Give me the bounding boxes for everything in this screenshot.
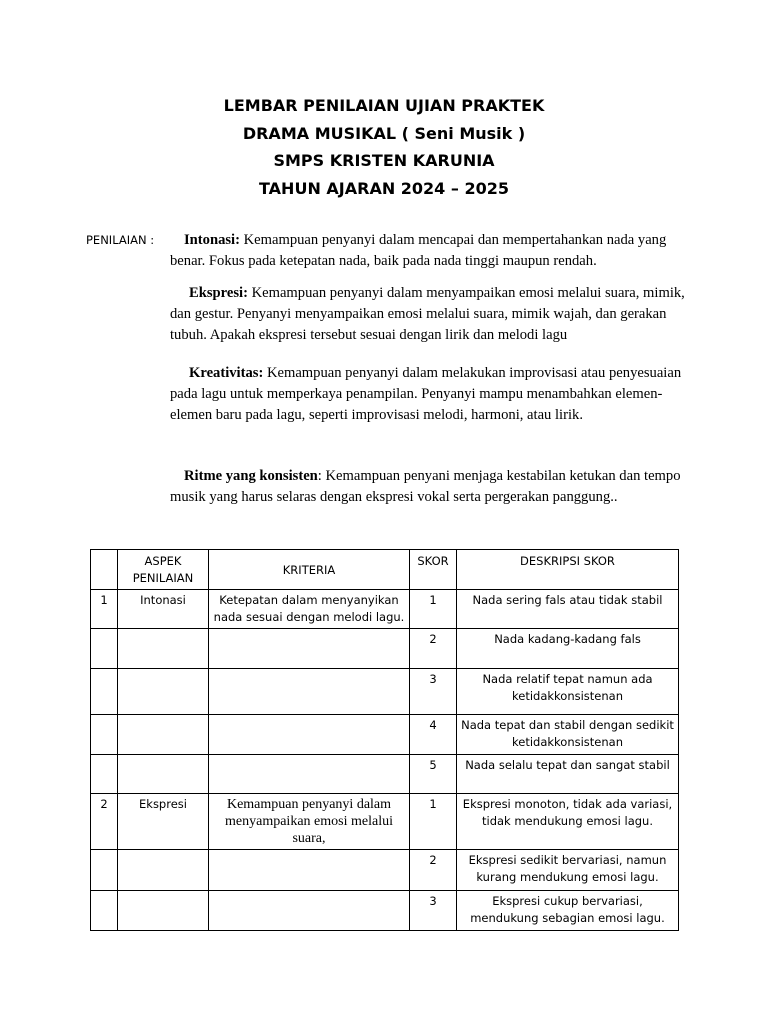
cell-kriteria [209, 629, 410, 669]
cell-kriteria: Kemampuan penyanyi dalam menyampaikan emosi melalui suara, [209, 794, 410, 850]
cell-skor: 4 [410, 715, 457, 755]
criterion-term: Ekspresi: [189, 285, 248, 301]
cell-skor: 5 [410, 755, 457, 794]
table-row [91, 891, 679, 931]
title-line-3: SMPS KRISTEN KARUNIA [273, 151, 495, 170]
cell-deskripsi: Nada selalu tepat dan sangat stabil [457, 755, 679, 794]
title-line-4: TAHUN AJARAN 2024 – 2025 [259, 178, 509, 198]
cell-aspek: Ekspresi [118, 794, 209, 850]
cell-deskripsi: Ekspresi monoton, tidak ada variasi, tidak mendukung emosi lagu. [457, 794, 679, 850]
header-no [91, 550, 118, 590]
title-line-2: DRAMA MUSIKAL ( Seni Musik ) [242, 123, 526, 143]
cell-deskripsi: Ekspresi sedikit bervariasi, namun kurang mendukung emosi lagu. [457, 850, 679, 891]
penilaian-label: PENILAIAN : [86, 233, 155, 247]
cell-kriteria [209, 891, 410, 931]
cell-skor: 2 [410, 850, 457, 891]
cell-skor: 1 [410, 794, 457, 850]
cell-deskripsi: Ekspresi cukup bervariasi, mendukung sebagian emosi lagu. [457, 891, 679, 931]
criterion-text: Kemampuan penyanyi dalam melakukan improvisasi atau penyesuaian pada lagu untuk memperkaya penampilan. Penyanyi mampu menambahkan elemen-elemen baru pada lagu, seperti improvisasi melodi, harmoni, atau lirik. [170, 365, 682, 423]
cell-no [91, 715, 118, 755]
document-title [0, 92, 768, 202]
cell-aspek [118, 755, 209, 794]
table-row [91, 850, 679, 891]
cell-skor: 3 [410, 669, 457, 715]
table-row [91, 629, 679, 669]
cell-no [91, 850, 118, 891]
cell-deskripsi: Nada sering fals atau tidak stabil [457, 590, 679, 629]
cell-skor: 1 [410, 590, 457, 629]
cell-aspek [118, 669, 209, 715]
cell-skor: 3 [410, 891, 457, 931]
criterion-text: Kemampuan penyanyi dalam mencapai dan mempertahankan nada yang benar. Fokus pada ketepatan nada, baik pada nada tinggi maupun rendah. [170, 232, 667, 269]
cell-no: 1 [91, 590, 118, 629]
table-row [91, 755, 679, 794]
cell-deskripsi: Nada relatif tepat namun ada ketidakkonsistenan [457, 669, 679, 715]
cell-aspek [118, 850, 209, 891]
criterion-ritme [170, 466, 690, 508]
cell-no [91, 891, 118, 931]
cell-kriteria [209, 755, 410, 794]
header-kriteria: KRITERIA [209, 550, 410, 590]
cell-aspek [118, 629, 209, 669]
assessment-table [90, 549, 679, 931]
cell-no [91, 629, 118, 669]
criterion-term: Kreativitas: [189, 365, 264, 381]
criterion-term: Intonasi: [184, 232, 240, 248]
cell-skor: 2 [410, 629, 457, 669]
cell-kriteria: Ketepatan dalam menyanyikan nada sesuai dengan melodi lagu. [209, 590, 410, 629]
table-row [91, 590, 679, 629]
table-header-row [91, 550, 679, 590]
cell-aspek: Intonasi [118, 590, 209, 629]
cell-aspek [118, 715, 209, 755]
table-row [91, 715, 679, 755]
header-deskripsi: DESKRIPSI SKOR [457, 550, 679, 590]
cell-kriteria [209, 850, 410, 891]
criterion-intonasi [170, 230, 690, 272]
header-aspek: ASPEK PENILAIAN [118, 550, 209, 590]
criterion-kreativitas [170, 363, 690, 426]
criterion-text: Kemampuan penyanyi dalam menyampaikan emosi melalui suara, mimik, dan gestur. Penyanyi menyampaikan emosi melalui suara, mimik wajah, dan gerakan tubuh. Apakah ekspresi tersebut sesuai dengan lirik dan melodi lagu [170, 285, 685, 343]
table-row [91, 669, 679, 715]
table-row [91, 794, 679, 850]
cell-no [91, 669, 118, 715]
cell-kriteria [209, 669, 410, 715]
cell-deskripsi: Nada tepat dan stabil dengan sedikit ketidakkonsistenan [457, 715, 679, 755]
cell-no: 2 [91, 794, 118, 850]
criterion-term: Ritme yang konsisten [184, 468, 318, 484]
title-line-1: LEMBAR PENILAIAN UJIAN PRAKTEK [223, 96, 545, 115]
cell-deskripsi: Nada kadang-kadang fals [457, 629, 679, 669]
criterion-ekspresi [170, 283, 690, 346]
criterion-text: : Kemampuan penyani menjaga kestabilan ketukan dan tempo musik yang harus selaras dengan ekspresi vokal serta pergerakan panggung.. [170, 468, 681, 505]
cell-kriteria [209, 715, 410, 755]
header-skor: SKOR [410, 550, 457, 590]
cell-aspek [118, 891, 209, 931]
cell-no [91, 755, 118, 794]
